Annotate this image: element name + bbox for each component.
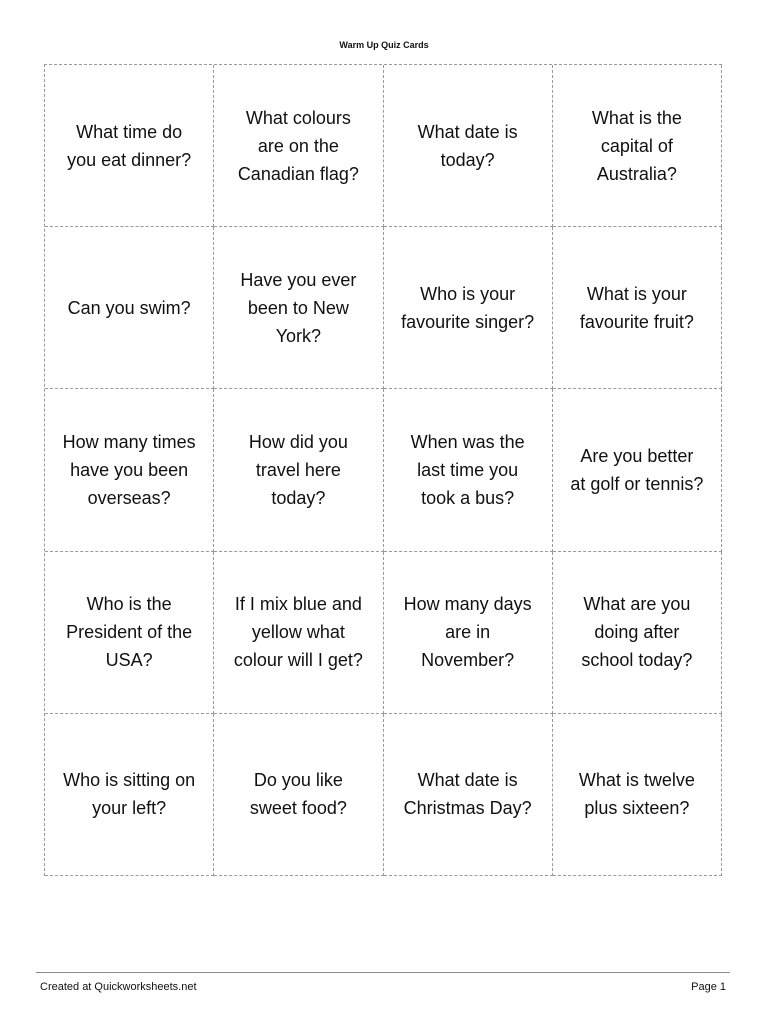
quiz-card-question: Can you swim?	[67, 297, 191, 318]
quiz-card	[553, 389, 722, 551]
quiz-card	[214, 227, 383, 389]
quiz-card-grid	[44, 64, 722, 876]
quiz-card	[384, 552, 553, 714]
quiz-card-question: What is your favourite fruit?	[579, 283, 694, 332]
quiz-card-question: Who is your favourite singer?	[401, 283, 535, 332]
quiz-card	[553, 65, 722, 227]
quiz-card-question: Are you better at golf or tennis?	[570, 445, 704, 494]
footer-page-number: Page 1	[691, 981, 726, 993]
quiz-card	[45, 227, 214, 389]
quiz-card-question: How many days are in November?	[403, 594, 532, 671]
quiz-card	[214, 65, 383, 227]
quiz-card	[553, 227, 722, 389]
quiz-card-question: What are you doing after school today?	[581, 594, 693, 671]
quiz-card-question: If I mix blue and yellow what colour will I get?	[233, 594, 363, 671]
footer-divider	[36, 972, 730, 973]
quiz-card	[45, 552, 214, 714]
quiz-card	[384, 389, 553, 551]
quiz-card-question: What date is Christmas Day?	[403, 770, 532, 819]
footer-source: Created at Quickworksheets.net	[40, 981, 197, 993]
quiz-card-question: Do you like sweet food?	[249, 770, 347, 819]
quiz-card	[45, 389, 214, 551]
quiz-card-question: What is the capital of Australia?	[591, 107, 682, 184]
quiz-card-question: What is twelve plus sixteen?	[578, 770, 695, 819]
quiz-card	[384, 714, 553, 876]
page-title: Warm Up Quiz Cards	[339, 40, 429, 50]
quiz-card-question: What date is today?	[417, 121, 518, 170]
quiz-card-question: How did you travel here today?	[248, 431, 348, 508]
quiz-card	[553, 714, 722, 876]
quiz-card-question: When was the last time you took a bus?	[410, 431, 525, 508]
quiz-card	[214, 552, 383, 714]
quiz-card-question: Who is the President of the USA?	[66, 594, 193, 671]
quiz-card	[214, 714, 383, 876]
quiz-card-question: How many times have you been overseas?	[62, 431, 196, 508]
quiz-card	[384, 65, 553, 227]
quiz-card-question: Who is sitting on your left?	[63, 770, 196, 819]
quiz-card	[553, 552, 722, 714]
quiz-card	[45, 714, 214, 876]
quiz-card-question: What time do you eat dinner?	[67, 121, 192, 170]
quiz-card	[45, 65, 214, 227]
quiz-card	[384, 227, 553, 389]
quiz-card-question: Have you ever been to New York?	[240, 269, 357, 346]
quiz-card	[214, 389, 383, 551]
quiz-card-question: What colours are on the Canadian flag?	[237, 107, 359, 184]
